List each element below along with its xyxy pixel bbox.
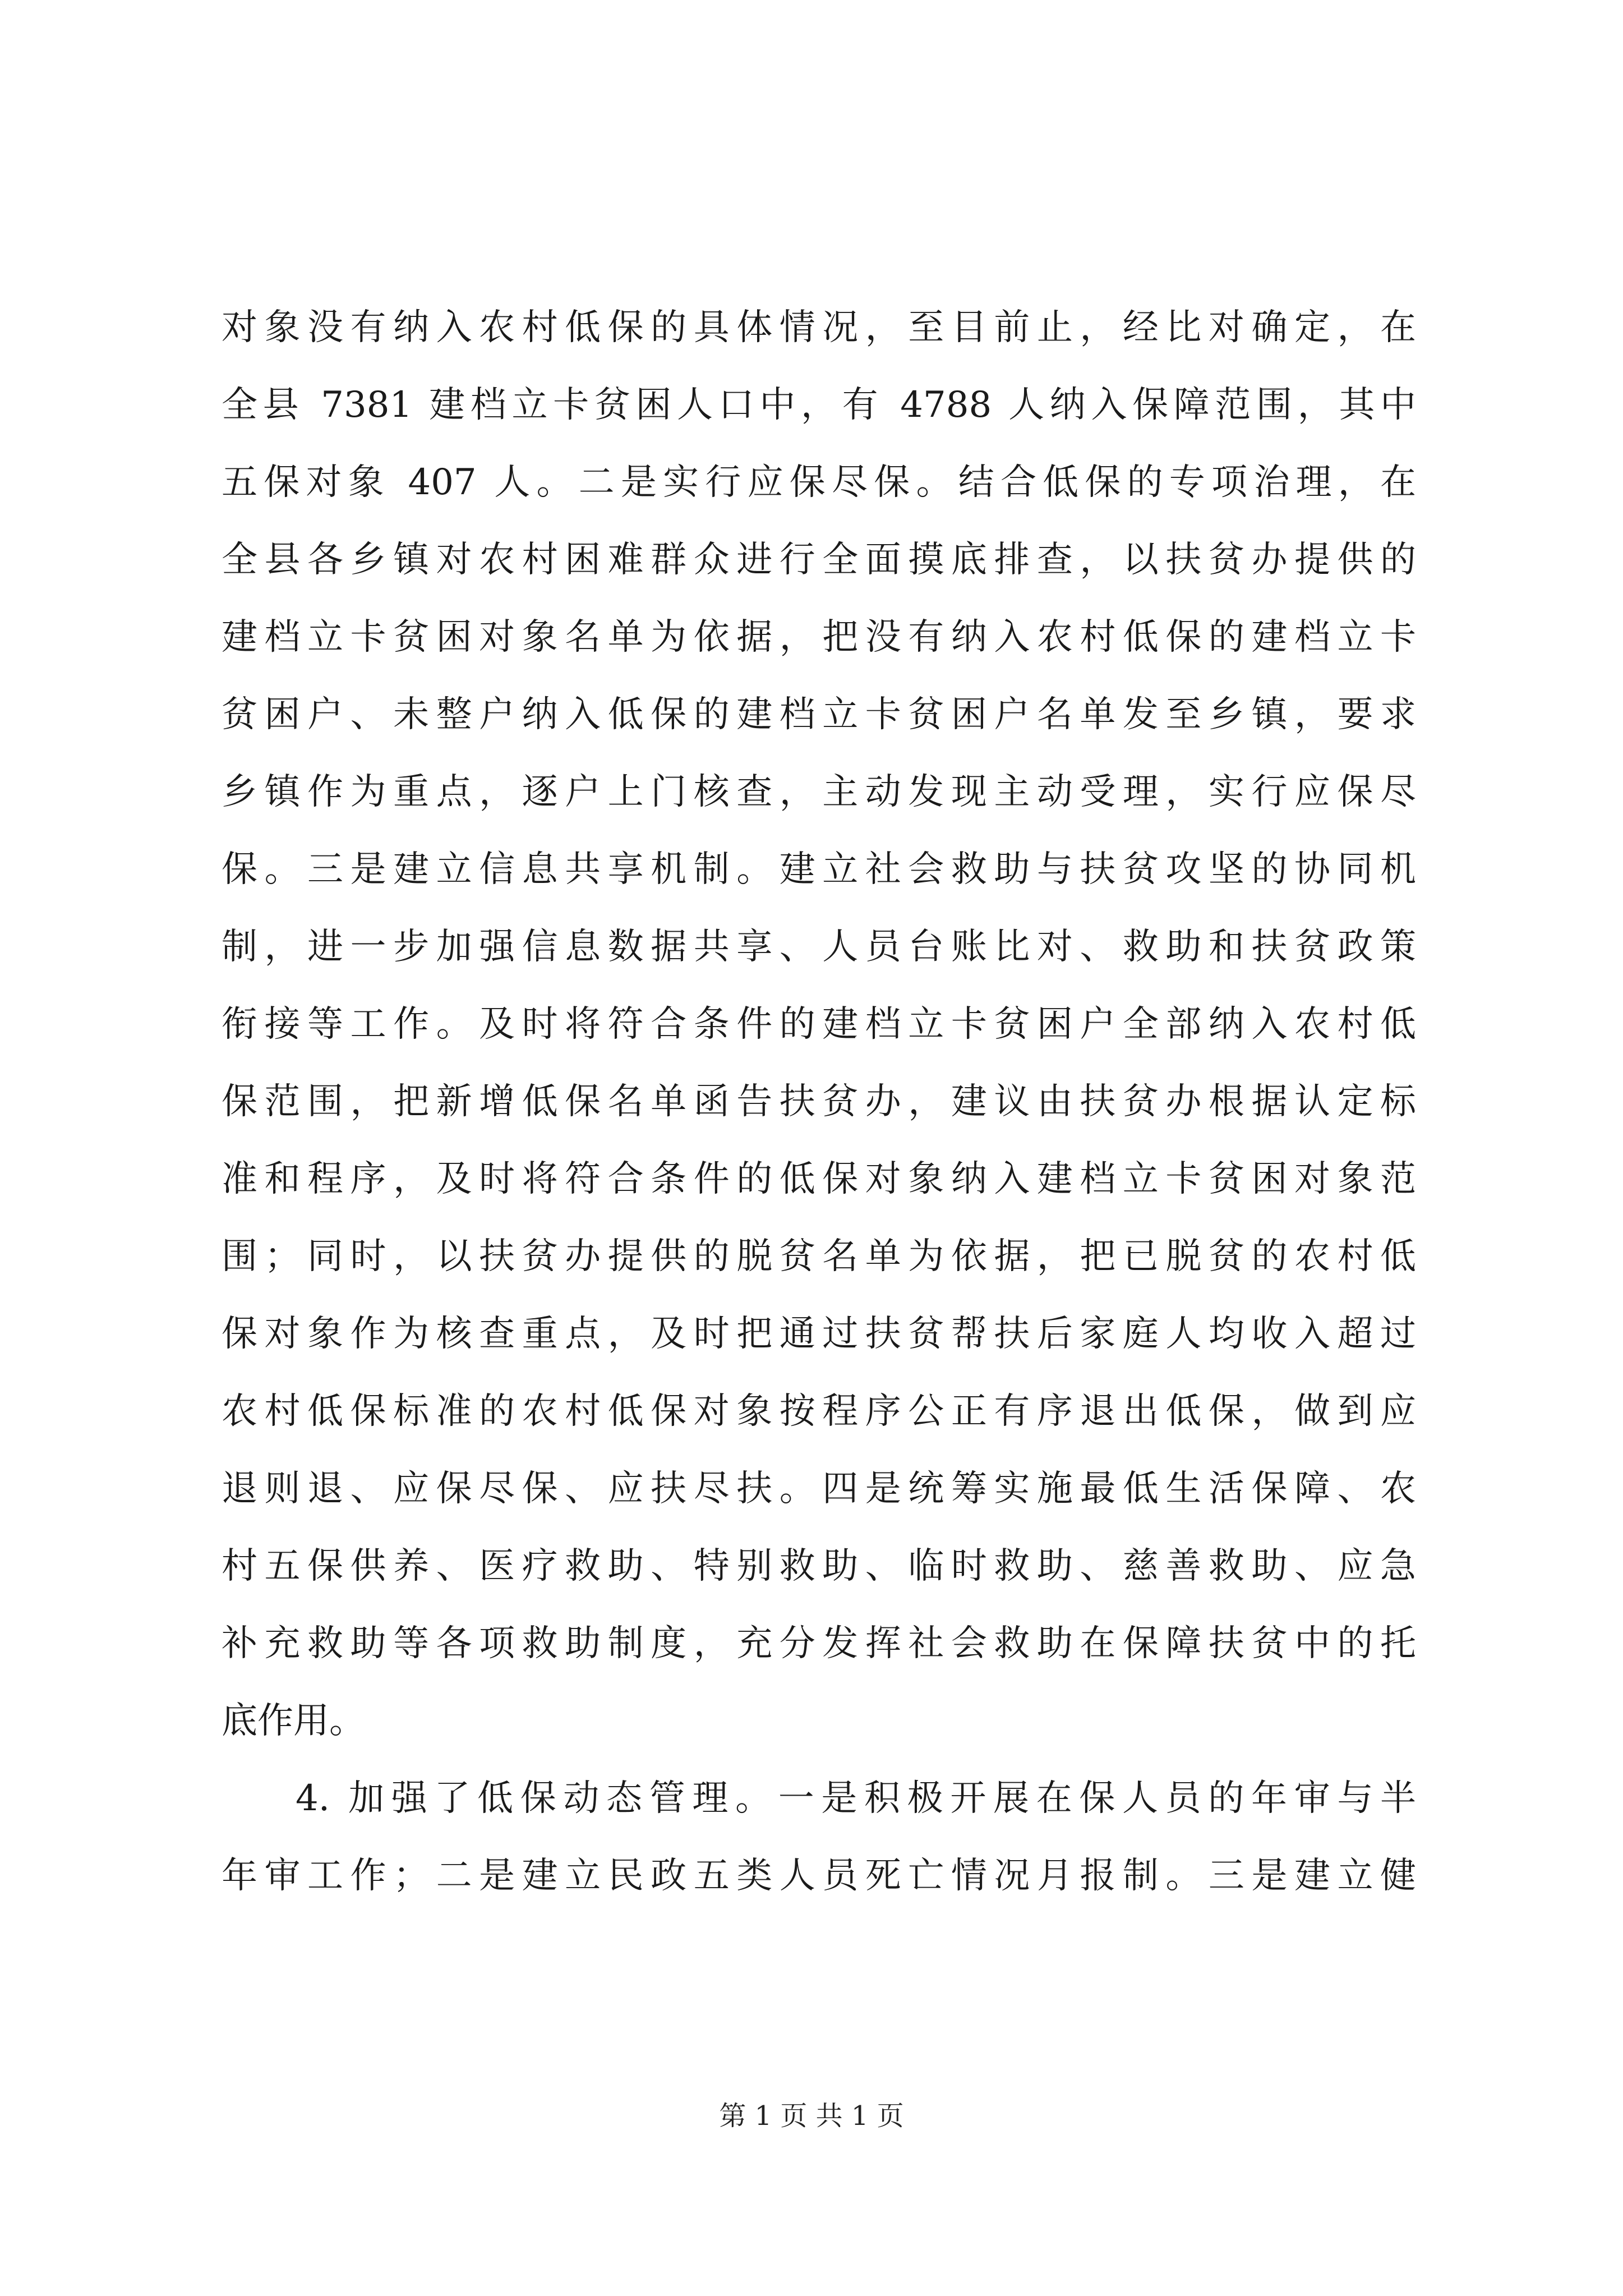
- paragraph-line: 4. 加强了低保动态管理。一是积极开展在保人员的年审与半: [296, 1778, 1416, 1819]
- document-body: [222, 289, 1416, 1915]
- paragraph-line: 围；同时，以扶贫办提供的脱贫名单为依据，把已脱贫的农村低: [222, 1236, 1416, 1277]
- paragraph-line: 建档立卡贫困对象名单为依据，把没有纳入农村低保的建档立卡: [222, 616, 1416, 658]
- paragraph-line: 农村低保标准的农村低保对象按程序公正有序退出低保，做到应: [222, 1391, 1416, 1432]
- paragraph-line: 全县 7381 建档立卡贫困人口中，有 4788 人纳入保障范围，其中: [222, 384, 1416, 426]
- paragraph-line: 对象没有纳入农村低保的具体情况，至目前止，经比对确定，在: [222, 307, 1416, 348]
- paragraph-line: 保对象作为核查重点，及时把通过扶贫帮扶后家庭人均收入超过: [222, 1313, 1416, 1355]
- paragraph-line: 底作用。: [222, 1700, 365, 1742]
- paragraph-line: 村五保供养、医疗救助、特别救助、临时救助、慈善救助、应急: [222, 1545, 1416, 1587]
- paragraph-line: 贫困户、未整户纳入低保的建档立卡贫困户名单发至乡镇，要求: [222, 694, 1416, 735]
- paragraph-line: 保范围，把新增低保名单函告扶贫办，建议由扶贫办根据认定标: [222, 1081, 1416, 1122]
- paragraph-line: 衔接等工作。及时将符合条件的建档立卡贫困户全部纳入农村低: [222, 1004, 1416, 1045]
- paragraph-line: 退则退、应保尽保、应扶尽扶。四是统筹实施最低生活保障、农: [222, 1468, 1416, 1510]
- paragraph-line: 年审工作；二是建立民政五类人员死亡情况月报制。三是建立健: [222, 1855, 1416, 1897]
- page-footer: 第 1 页 共 1 页: [719, 2100, 904, 2132]
- paragraph-line: 保。三是建立信息共享机制。建立社会救助与扶贫攻坚的协同机: [222, 849, 1416, 890]
- paragraph-line: 乡镇作为重点，逐户上门核查，主动发现主动受理，实行应保尽: [222, 771, 1416, 813]
- paragraph-line: 制，进一步加强信息数据共享、人员台账比对、救助和扶贫政策: [222, 926, 1416, 968]
- paragraph-line: 全县各乡镇对农村困难群众进行全面摸底排查，以扶贫办提供的: [222, 539, 1416, 581]
- paragraph-line: 准和程序，及时将符合条件的低保对象纳入建档立卡贫困对象范: [222, 1158, 1416, 1200]
- paragraph-line: 五保对象 407 人。二是实行应保尽保。结合低保的专项治理，在: [222, 462, 1416, 503]
- paragraph-line: 补充救助等各项救助制度，充分发挥社会救助在保障扶贫中的托: [222, 1623, 1416, 1664]
